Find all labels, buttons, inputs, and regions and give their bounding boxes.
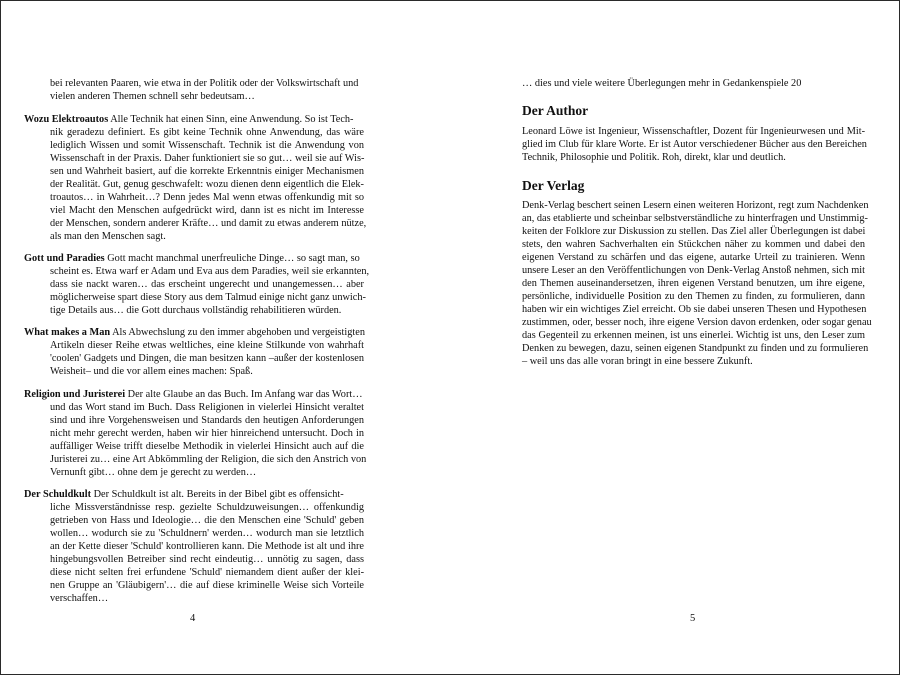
entry-heading: Der Schuldkult xyxy=(24,489,92,500)
section-line: haben wir ein wichtiges Ziel erreicht. Ob sie dabei unseren Thesen und Hypothesen xyxy=(522,304,867,315)
section-line: den Themen auseinandersetzen, ihren eigenen Verstand benutzen, um ihre eigene, xyxy=(522,278,865,289)
entry-line: Alle Technik hat einen Sinn, eine Anwendung. So ist Tech- xyxy=(110,114,354,125)
entry-heading: Gott und Paradies xyxy=(24,253,105,264)
entry-line: viel Macht den Menschen aufgedrückt wird, dann ist es nicht im Interesse xyxy=(50,205,364,216)
right-page xyxy=(522,0,872,675)
entry-line: und das Wort stand im Buch. Dass Religionen in vielerlei Hinsicht veraltet xyxy=(50,402,364,413)
entry-line: Gott macht manchmal unerfreuliche Dinge… so sagt man, so xyxy=(107,253,360,264)
entry-line: lediglich Wissen und somit Wissenschaft. Technik ist die Anwendung von xyxy=(50,140,364,151)
section-line: das Gegenteil zu erkennen meinen, ist uns einerlei. Wichtig ist uns, den Leser zum xyxy=(522,330,865,341)
entry-line: getrieben von Hass und Ideologie… die den Menschen eine 'Schuld' geben xyxy=(50,515,364,526)
entry-line: tige Details aus… die Gott durchaus vollständig rehabilitieren würden. xyxy=(50,305,342,316)
section-line: unsere Leser an den Veröffentlichungen von Denk-Verlag Anstoß nehmen, sich mit xyxy=(522,265,865,276)
entry-line: diese nicht selten frei erfundene 'Schuld' niemandem dient außer der klei- xyxy=(50,567,364,578)
entry-line: Vernunft gibt… ohne dem je gerecht zu werden… xyxy=(50,467,257,478)
section-line: stets, den wahren Sachverhalten ein Stückchen näher zu kommen und dabei den xyxy=(522,239,865,250)
intro-line: … dies und viele weitere Überlegungen mehr in Gedankenspiele 20 xyxy=(522,78,802,89)
page-number: 4 xyxy=(190,613,196,624)
entry-line: 'coolen' Gadgets und Dingen, die man besitzen kann –außer der kostenlosen xyxy=(50,353,364,364)
entry-heading: Wozu Elektroautos xyxy=(24,114,109,125)
section-line: zustimmen, oder, besser noch, ihre eigene Version davon erdenken, oder sogar genau xyxy=(522,317,872,328)
section-line: Denken zu bewegen, dazu, seinen eigenen Standpunkt zu finden und zu formulieren xyxy=(522,343,869,354)
entry-line: nen Gruppe an 'Gläubigern'… die auf diese kriminelle Weise sich Vorteile xyxy=(50,580,364,591)
entry-line: als man den Menschen sagt. xyxy=(50,231,166,242)
entry-line: nik geradezu definiert. Es gibt keine Technik ohne Anwendung, das wäre xyxy=(50,127,364,138)
entry-line: der Realität. Gut, genug geschwafelt: wozu dienen denn eigentlich die Elek- xyxy=(50,179,364,190)
entry-line: der Menschen, sondern anderer Kräfte… und damit zu etwas anderem nütze, xyxy=(50,218,367,229)
entry-line: auffälliger Weise trifft dieselbe Methodik in vielerlei Hinsicht auch auf die xyxy=(50,441,364,452)
entry-line: scheint es. Etwa warf er Adam und Eva aus dem Paradies, weil sie erkannten, xyxy=(50,266,370,277)
entry-line: dass sie nackt waren… das erscheint ungerecht und unangemessen… aber xyxy=(50,279,364,290)
entry-line: troautos… in Wahrheit…? Denn jedes Mal wenn etwas offenkundig mit so xyxy=(50,192,364,203)
section-line: persönliche, individuelle Position zu den Themen zu finden, zu formulieren, dann xyxy=(522,291,865,302)
intro-line-2: vielen anderen Themen schnell sehr bedeutsam… xyxy=(50,91,255,102)
entry-line: sind und ihre Vorgehensweisen und Standards den heutigen Anforderungen xyxy=(50,415,364,426)
entry-line: sen und Wahrheit basiert, auf die korrekte Erkenntnis einiger Mechanismen xyxy=(50,166,364,177)
entry-line: Juristerei zu… eine Art Abkömmling der Religion, die sich den Anstrich von xyxy=(50,454,367,465)
section-line: an, das etablierte und scheinbar selbstverständliche zu hinterfragen und Unstimmig- xyxy=(522,213,868,224)
intro-line-1: bei relevanten Paaren, wie etwa in der Politik oder der Volkswirtschaft und xyxy=(50,78,359,89)
entry-line: liche Missverständnisse resp. gezielte Schuldzuweisungen… offenkundig xyxy=(50,502,364,513)
entry-line: an der Kette dieser 'Schuld' kontrollieren kann. Die Methode ist alt und ihre xyxy=(50,541,364,552)
entry-heading: Religion und Juristerei xyxy=(24,389,126,400)
entry-line: hingebungsvollen Betreiber sind recht eindeutig… unnötig zu sagen, dass xyxy=(50,554,364,565)
section-line: Denk-Verlag beschert seinen Lesern einen weiteren Horizont, regt zum Nachdenken xyxy=(522,200,869,211)
entry-line: Wissenschaft in der Praxis. Daher funktioniert sie so gut… weil sie auf Wis- xyxy=(50,153,365,164)
page-number: 5 xyxy=(690,613,696,624)
entry-line: nicht mehr gerecht werden, haben wir hier hinreichend untersucht. Doch in xyxy=(50,428,364,439)
entry-line: Weisheit– und die vor allem eines machen: Spaß. xyxy=(50,366,253,377)
entry-line: wollen… wodurch sie zu 'Schuldnern' werden… wodurch man sie letztlich xyxy=(50,528,364,539)
entry-line: Als Abwechslung zu den immer abgehoben und vergeistigten xyxy=(112,327,366,338)
section-heading-author: Der Author xyxy=(522,103,589,118)
section-line: – weil uns das alle voran bringt in eine bessere Zukunft. xyxy=(522,356,753,367)
entry-line: Der Schuldkult ist alt. Bereits in der Bibel gibt es offensicht- xyxy=(93,489,344,500)
section-line: keiten der Folklore zur Diskussion zu stellen. Das Ziel aller Überlegungen ist dabei xyxy=(522,226,866,237)
entry-line: Der alte Glaube an das Buch. Im Anfang war das Wort… xyxy=(127,389,363,400)
section-line: Technik, Philosophie und Politik. Roh, direkt, klar und deutlich. xyxy=(522,152,786,163)
section-line: eigenen Verstand zu schärfen und das eigene, autarke Urteil zu trainieren. Wenn xyxy=(522,252,865,263)
entry-line: verschaffen… xyxy=(50,593,109,604)
entry-line: Artikeln dieser Reihe etwas weltliches, eine kleine Stilkunde von wahrhaft xyxy=(50,340,364,351)
section-line: Leonard Löwe ist Ingenieur, Wissenschaftler, Dozent für Ingenieurwesen und Mit- xyxy=(522,126,865,137)
entry-heading: What makes a Man xyxy=(24,327,111,338)
entry-line: möglicherweise spart diese Story aus dem Talmud einige nicht ganz unwich- xyxy=(50,292,366,303)
left-page xyxy=(24,0,370,675)
section-line: glied im Club für klare Worte. Er ist Autor verschiedener Bücher aus den Bereichen xyxy=(522,139,867,150)
section-heading-verlag: Der Verlag xyxy=(522,178,585,193)
